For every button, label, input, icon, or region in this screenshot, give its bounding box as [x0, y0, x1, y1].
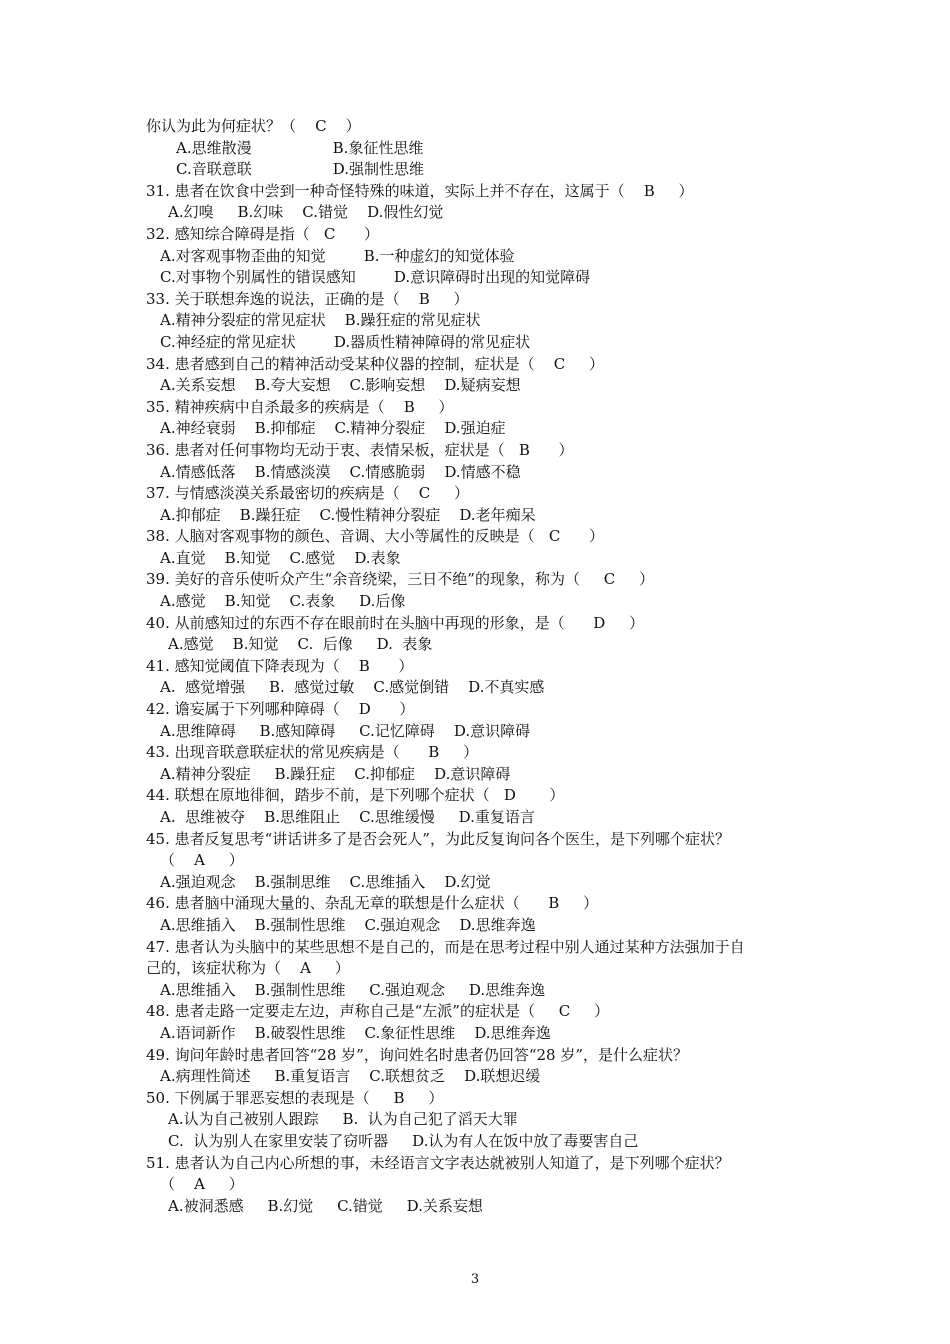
option-line: A.幻嗅 B.幻味 C.错觉 D.假性幻觉	[168, 203, 444, 222]
option-line: A.思维插入 B.强制性思维 C.强迫观念 D.思维奔逸	[160, 980, 546, 999]
option-line: A.思维插入 B.强制性思维 C.强迫观念 D.思维奔逸	[160, 915, 536, 934]
option-line: A.神经衰弱 B.抑郁症 C.精神分裂症 D.强迫症	[160, 419, 506, 438]
option-line: A.抑郁症 B.躁狂症 C.慢性精神分裂症 D.老年痴呆	[160, 505, 536, 524]
option-line: C.音联意联 D.强制性思维	[176, 160, 425, 179]
question-line: 49. 询问年龄时患者回答“28 岁”，询问姓名时患者仍回答“28 岁”，是什么症状？	[146, 1045, 689, 1064]
option-line: A.精神分裂症的常见症状 B.躁狂症的常见症状	[160, 311, 481, 330]
question-line: 31. 患者在饮食中尝到一种奇怪特殊的味道，实际上并不存在，这属于（ B ）	[146, 181, 694, 200]
option-line: （ A ）	[160, 1175, 244, 1194]
option-line: A.强迫观念 B.强制思维 C.思维插入 D.幻觉	[160, 872, 491, 891]
option-line: A.精神分裂症 B.躁狂症 C.抑郁症 D.意识障碍	[160, 764, 511, 783]
question-line: 48. 患者走路一定要走左边，声称自己是“左派”的症状是（ C ）	[146, 1002, 610, 1021]
option-line: A. 思维被夺 B.思维阻止 C.思维缓慢 D.重复语言	[160, 808, 535, 826]
question-line: 37. 与情感淡漠关系最密切的疾病是（ C ）	[146, 484, 470, 503]
question-line: 35. 精神疾病中自杀最多的疾病是（ B ）	[146, 397, 454, 416]
question-line: 你认为此为何症状？（ C ）	[146, 117, 361, 135]
option-line: A.对客观事物歪曲的知觉 B.一种虚幻的知觉体验	[160, 246, 515, 265]
option-line: A.思维障碍 B.感知障碍 C.记忆障碍 D.意识障碍	[160, 721, 531, 740]
question-line: 36. 患者对任何事物均无动于衷、表情呆板，症状是（ B ）	[146, 440, 574, 459]
question-line: 43. 出现音联意联症状的常见疾病是（ B ）	[146, 743, 479, 762]
question-line: 33. 关于联想奔逸的说法，正确的是（ B ）	[146, 289, 469, 308]
option-line: A.语词新作 B.破裂性思维 C.象征性思维 D.思维奔逸	[160, 1023, 551, 1042]
question-line: 45. 患者反复思考“讲话讲多了是否会死人”，为此反复询问各个医生，是下列哪个症状？	[146, 829, 730, 848]
question-line: 47. 患者认为头脑中的某些思想不是自己的，而是在思考过程中别人通过某种方法强加于自	[146, 937, 745, 956]
option-line: A. 感觉增强 B. 感觉过敏 C.感觉倒错 D.不真实感	[160, 678, 545, 697]
option-line: A.关系妄想 B.夸大妄想 C.影响妄想 D.疑病妄想	[160, 376, 521, 395]
page-number: 3	[470, 1272, 480, 1287]
question-line: 44. 联想在原地徘徊，踏步不前，是下列哪个症状（ D ）	[146, 786, 565, 805]
question-line: 41. 感知觉阈值下降表现为（ B ）	[146, 656, 414, 675]
option-line: C.对事物个别属性的错误感知 D.意识障碍时出现的知觉障碍	[160, 268, 591, 287]
question-list	[146, 116, 836, 1217]
option-line: A.病理性简述 B.重复语言 C.联想贫乏 D.联想迟缓	[160, 1067, 541, 1086]
question-line: 40. 从前感知过的东西不存在眼前时在头脑中再现的形象，是（ D ）	[146, 613, 645, 632]
question-line: 46. 患者脑中涌现大量的、杂乱无章的联想是什么症状（ B ）	[146, 894, 599, 913]
question-line: 34. 患者感到自己的精神活动受某种仪器的控制，症状是（ C ）	[146, 354, 605, 373]
question-line: 50. 下例属于罪恶妄想的表现是（ B ）	[146, 1088, 444, 1107]
option-line: C. 认为别人在家里安装了窃听器 D.认为有人在饭中放了毒要害自己	[168, 1131, 639, 1150]
option-line: A.认为自己被别人跟踪 B. 认为自己犯了滔天大罪	[168, 1110, 518, 1129]
option-line: A.情感低落 B.情感淡漠 C.情感脆弱 D.情感不稳	[160, 462, 521, 481]
option-line: A.思维散漫 B.象征性思维	[176, 138, 424, 157]
question-line: 32. 感知综合障碍是指（ C ）	[146, 224, 380, 243]
question-line: 己的，该症状称为（ A ）	[146, 959, 350, 978]
question-line: 51. 患者认为自己内心所想的事，未经语言文字表达就被别人知道了，是下列哪个症状？	[146, 1153, 730, 1172]
question-line: 38. 人脑对客观事物的颜色、音调、大小等属性的反映是（ C ）	[146, 527, 605, 546]
option-line: A.感觉 B.知觉 C. 后像 D. 表象	[168, 635, 433, 654]
question-line: 39. 美好的音乐使听众产生“余音绕梁，三日不绝”的现象，称为（ C ）	[146, 570, 655, 589]
option-line: A.感觉 B.知觉 C.表象 D.后像	[160, 592, 406, 611]
option-line: （ A ）	[160, 851, 244, 870]
option-line: C.神经症的常见症状 D.器质性精神障碍的常见症状	[160, 332, 531, 351]
question-line: 42. 谵妄属于下列哪种障碍（ D ）	[146, 700, 415, 719]
option-line: A.直觉 B.知觉 C.感觉 D.表象	[160, 548, 401, 567]
option-line: A.被洞悉感 B.幻觉 C.错觉 D.关系妄想	[168, 1196, 483, 1215]
